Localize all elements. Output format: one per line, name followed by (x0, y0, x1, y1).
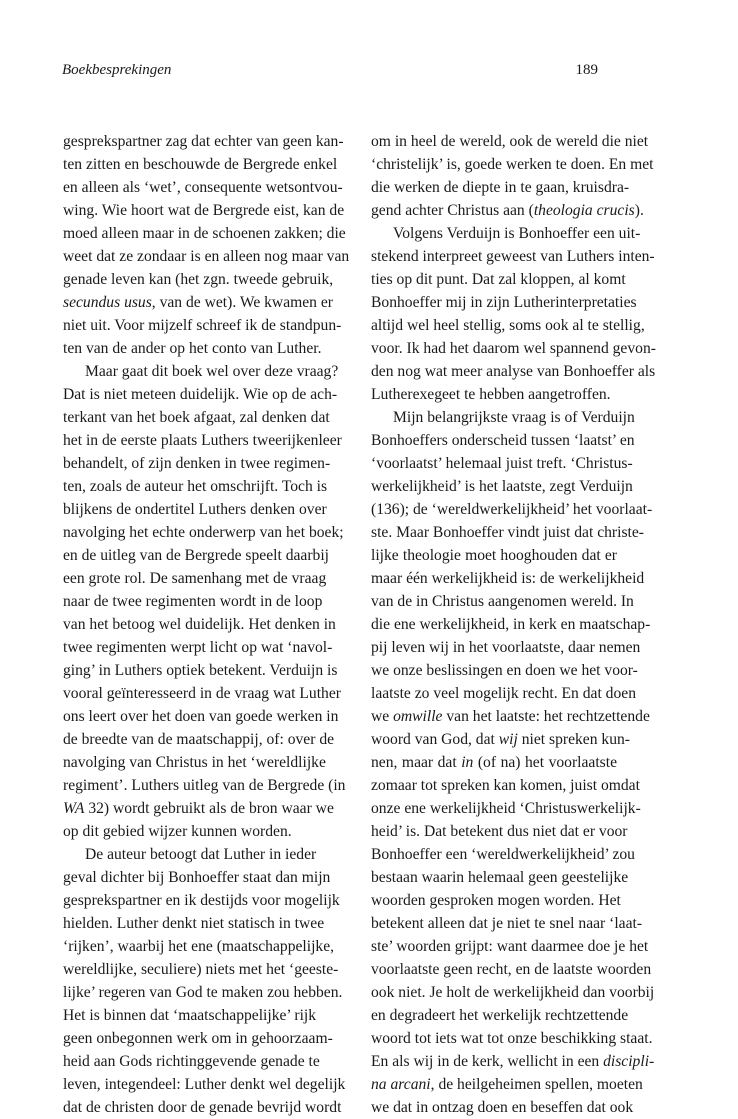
text-line: vooral geïnteresseerd in de vraag wat Luther (63, 685, 341, 702)
text-line: moed alleen maar in de schoenen zakken; die (63, 225, 346, 242)
text-line: ste’ woorden grijpt: want daarmee doe je het (371, 938, 649, 955)
text-line: ‘christelijk’ is, goede werken te doen. En met (371, 156, 654, 173)
running-title: Boekbesprekingen (62, 62, 172, 78)
text-line: genade leven kan (het zgn. tweede gebruik, (63, 271, 334, 288)
text-line: navolging van Christus in het ‘wereldlijke (63, 754, 326, 771)
text-line: ons leert over het doen van goede werken in (63, 708, 339, 725)
text-line: ‘rijken’, waarbij het ene (maatschappelijke, (63, 938, 335, 955)
text-line: bestaan waarin helemaal geen geestelijke (371, 869, 629, 886)
text-line: wing. Wie hoort wat de Bergrede eist, kan de (63, 202, 345, 219)
text-line: altijd wel heel stellig, soms ook al te stellig, (371, 317, 645, 334)
text-line: stekend interpreet geweest van Luthers inten- (371, 248, 655, 265)
text-line: gend achter Christus aan (theologia crucis). (371, 202, 644, 219)
text-line: en de uitleg van de Bergrede speelt daarbij (63, 547, 329, 564)
text-line: terkant van het boek afgaat, zal denken dat (63, 409, 330, 426)
text-line: ties op dit punt. Dat zal kloppen, al komt (371, 271, 626, 288)
text-line: nen, maar dat in (of na) het voorlaatste (371, 754, 617, 771)
text-line: ook niet. Je holt de werkelijkheid dan voorbij (371, 984, 655, 1001)
text-line: niet uit. Voor mijzelf schreef ik de standpun- (63, 317, 342, 334)
text-line: na arcani, de heilgeheimen spellen, moeten (371, 1076, 643, 1093)
text-line: de breedte van de maatschappij, of: over de (63, 731, 335, 748)
text-line: De auteur betoogt dat Luther in ieder (85, 846, 317, 863)
text-line: behandelt, of zijn denken in twee regimen- (63, 455, 331, 472)
text-line: regiment’. Luthers uitleg van de Bergrede (in (63, 777, 346, 794)
text-line: we omwille van het laatste: het rechtzettende (371, 708, 650, 725)
text-line: geen onbegonnen werk om in gehoorzaam- (63, 1030, 333, 1047)
text-line: een grote rol. De samenhang met de vraag (63, 570, 327, 587)
text-line: heid aan Gods richtinggevende genade te (63, 1053, 320, 1070)
text-line: den nog wat meer analyse van Bonhoeffer als (371, 363, 656, 380)
text-line: die ene werkelijkheid, in kerk en maatschap- (371, 616, 651, 633)
text-line: werkelijkheid’ is het laatste, zegt Verduijn (371, 478, 633, 495)
text-line: die werken de diepte in te gaan, kruisdra- (371, 179, 630, 196)
text-line: Lutherexegeet te hebben aangetroffen. (371, 386, 611, 403)
text-line: lijke’ regeren van God te maken zou hebben. (63, 984, 343, 1001)
text-line: betekent alleen dat je niet te snel naar ‘laat- (371, 915, 643, 932)
text-line: van de in Christus aangenomen wereld. In (371, 593, 634, 610)
text-line: ‘voorlaatst’ helemaal juist treft. ‘Christus- (371, 455, 633, 472)
text-line: ten van de ander op het conto van Luther. (63, 340, 322, 357)
text-line: geval dichter bij Bonhoeffer staat dan mijn (63, 869, 331, 886)
text-line: Het is binnen dat ‘maatschappelijke’ rijk (63, 1007, 317, 1024)
text-line: weet dat ze zondaar is en alleen nog maar van (63, 248, 350, 265)
text-line: we dat in ontzag doen en beseffen dat ook (371, 1099, 634, 1116)
text-line: laatste zo veel mogelijk recht. En dat doen (371, 685, 636, 702)
text-line: blijkens de ondertitel Luthers denken over (63, 501, 327, 518)
text-line: op dit gebied wijzer kunnen worden. (63, 823, 292, 840)
text-line: wereldlijke, seculiere) niets met het ‘geeste- (63, 961, 339, 978)
text-line: WA 32) wordt gebruikt als de bron waar we (63, 800, 334, 817)
text-line: Bonhoeffers onderscheid tussen ‘laatst’ en (371, 432, 635, 449)
text-line: Bonhoeffer een ‘wereldwerkelijkheid’ zou (371, 846, 635, 863)
page-number: 189 (575, 62, 598, 78)
text-line: leven, integendeel: Luther denkt wel degelijk (63, 1076, 346, 1093)
text-line: Dat is niet meteen duidelijk. Wie op de ach- (63, 386, 338, 403)
text-line: dat de christen door de genade bevrijd wordt (63, 1099, 342, 1116)
text-line: voorlaatste geen recht, en de laatste woorden (371, 961, 652, 978)
text-line: zomaar tot spreken kan komen, juist omdat (371, 777, 640, 794)
text-line: Bonhoeffer mij in zijn Lutherinterpretaties (371, 294, 637, 311)
text-line: (136); de ‘wereldwerkelijkheid’ het voorlaat- (371, 501, 653, 518)
text-line: Mijn belangrijkste vraag is of Verduijn (393, 409, 635, 426)
text-line: maar één werkelijkheid is: de werkelijkheid (371, 570, 645, 587)
text-line: En als wij in de kerk, wellicht in een discipli- (371, 1053, 655, 1070)
text-line: secundus usus, van de wet). We kwamen er (63, 294, 333, 311)
text-line: onze ene werkelijkheid ‘Christuswerkelijk- (371, 800, 641, 817)
text-line: Maar gaat dit boek wel over deze vraag? (85, 363, 339, 380)
text-line: twee regimenten werpt licht op wat ‘navol- (63, 639, 333, 656)
text-line: ging’ in Luthers optiek betekent. Verduijn is (63, 662, 338, 679)
left-column (63, 130, 350, 1119)
text-line: ste. Maar Bonhoeffer vindt juist dat christe- (371, 524, 644, 541)
text-line: woord van God, dat wij niet spreken kun- (371, 731, 630, 748)
text-line: gesprekspartner en ik destijds voor mogelijk (63, 892, 340, 909)
text-line: navolging het echte onderwerp van het boek; (63, 524, 344, 541)
text-line: lijke theologie moet hooghouden dat er (371, 547, 617, 564)
text-line: het in de eerste plaats Luthers tweerijkenleer (63, 432, 342, 449)
text-line: gesprekspartner zag dat echter van geen kan- (63, 133, 344, 150)
text-line: ten zitten en beschouwde de Bergrede enkel (63, 156, 338, 173)
running-header (62, 62, 598, 84)
text-line: ten, zoals de auteur het omschrijft. Toch is (63, 478, 328, 495)
text-line: Volgens Verduijn is Bonhoeffer een uit- (393, 225, 641, 242)
text-line: pij leven wij in het voorlaatste, daar nemen (371, 639, 641, 656)
text-line: en alleen als ‘wet’, consequente wetsontvou- (63, 179, 343, 196)
text-line: van het betoog wel duidelijk. Het denken in (63, 616, 336, 633)
text-line: woorden gesproken mogen worden. Het (371, 892, 621, 909)
text-line: naar de twee regimenten wordt in de loop (63, 593, 323, 610)
text-line: woord tot iets wat tot onze beschikking staat. (371, 1030, 653, 1047)
right-column (371, 130, 656, 1119)
text-line: voor. Ik had het daarom wel spannend gevon- (371, 340, 656, 357)
text-line: we onze beslissingen en doen we het voor- (371, 662, 638, 679)
text-line: heid’ is. Dat betekent dus niet dat er voor (371, 823, 628, 840)
text-line: om in heel de wereld, ook de wereld die niet (371, 133, 649, 150)
text-line: hielden. Luther denkt niet statisch in twee (63, 915, 325, 932)
text-line: en degradeert het werkelijk rechtzettende (371, 1007, 629, 1024)
